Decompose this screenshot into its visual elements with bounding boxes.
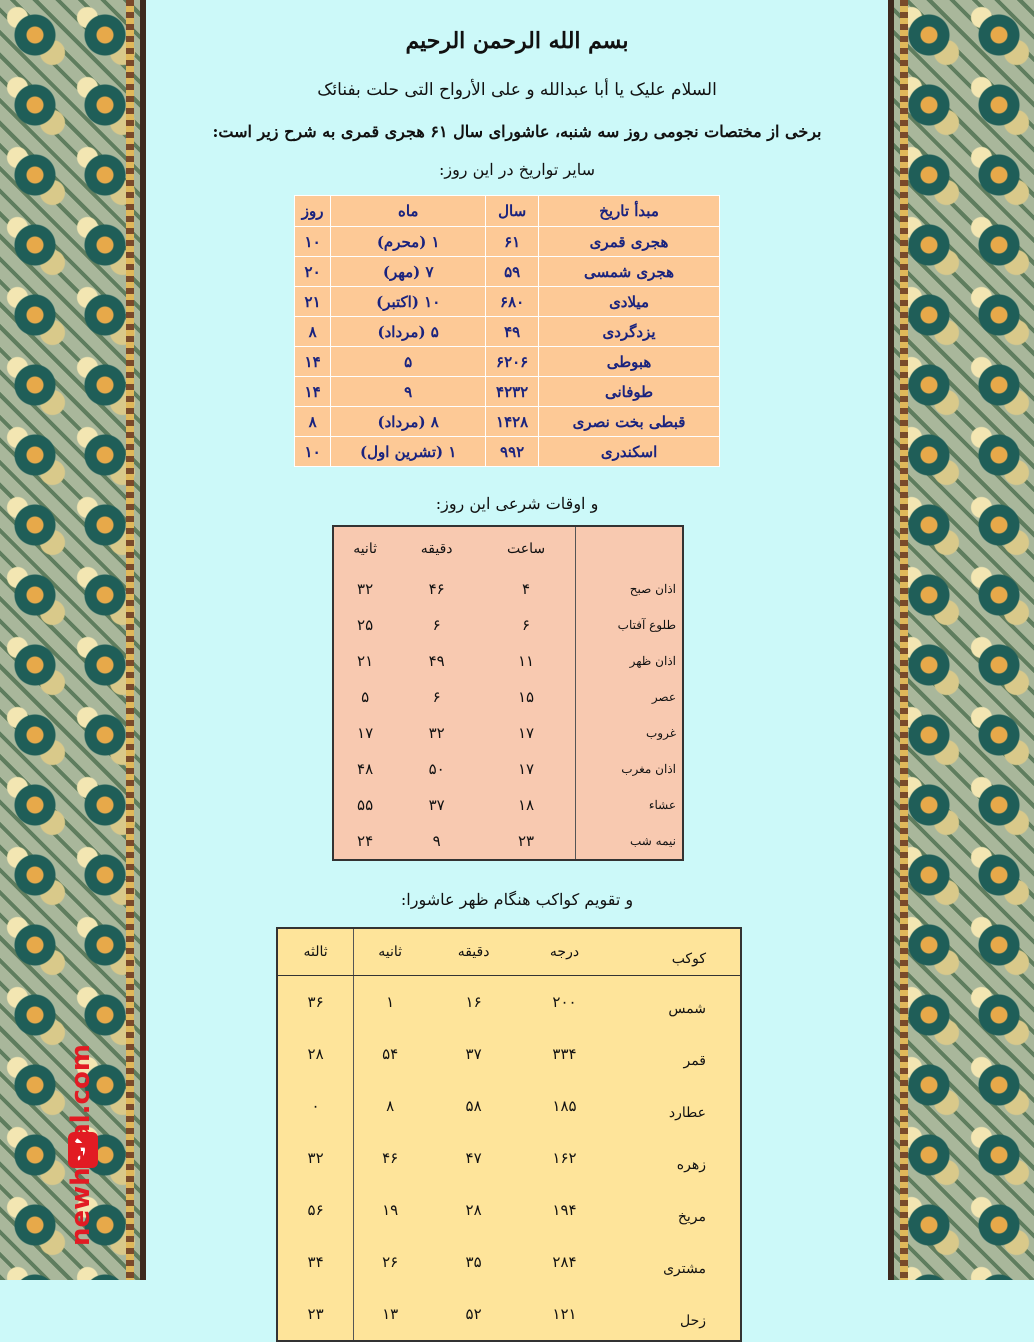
times-caption: و اوقات شرعی این روز: <box>435 494 599 513</box>
table-row <box>277 1080 741 1132</box>
table-row <box>277 1236 741 1288</box>
table-cell: ۸ <box>295 407 331 437</box>
dates-caption: سایر تواریخ در این روز: <box>438 160 596 179</box>
table-cell: ۱۸۵ <box>552 1097 577 1115</box>
column-header: ثانیه <box>353 541 377 557</box>
table-row <box>277 1132 741 1184</box>
table-cell: ۹ <box>331 377 486 407</box>
table-cell: ۵ (مرداد) <box>331 317 486 347</box>
table-row <box>333 643 683 679</box>
prayer-times-table <box>332 525 684 861</box>
table-cell: ۱۴ <box>295 347 331 377</box>
table-cell: ۲۸ <box>465 1201 482 1219</box>
row-label: اذان صبح <box>576 571 684 607</box>
table-cell: ۶۱ <box>486 227 539 257</box>
table-cell: ۴۹ <box>486 317 539 347</box>
row-label: مریخ <box>677 1209 706 1225</box>
row-label: یزدگردی <box>539 317 720 347</box>
table-cell: ۳۵ <box>465 1253 482 1271</box>
table-cell: ۱۷ <box>517 760 535 778</box>
column-header: روز <box>295 196 331 227</box>
table-cell: ۵ <box>361 688 370 706</box>
table-cell: ۹۹۲ <box>486 437 539 467</box>
row-label: قمر <box>683 1053 706 1069</box>
table-cell: ۱۲۱ <box>552 1305 577 1323</box>
table-cell: ۱۴۲۸ <box>486 407 539 437</box>
row-label: اسکندری <box>539 437 720 467</box>
table-row <box>333 751 683 787</box>
table-cell: ۶ <box>522 616 531 634</box>
table-cell: ۵۹ <box>486 257 539 287</box>
salutation-text: السلام علیک یا أبا عبدالله و علی الأرواح التی حلت بفنائک <box>317 80 717 100</box>
row-label: هجری شمسی <box>539 257 720 287</box>
table-cell: ۱۳ <box>354 1288 427 1341</box>
table-cell: ۸ <box>295 317 331 347</box>
row-label: عصر <box>576 679 684 715</box>
table-cell: ۶ <box>432 616 441 634</box>
planets-caption: و تقویم کواکب هنگام ظهر عاشورا: <box>400 890 634 909</box>
table-cell: ۱۰ <box>295 437 331 467</box>
table-cell: ۲۰۰ <box>552 993 577 1011</box>
column-header: سال <box>486 196 539 227</box>
column-header: کوکب <box>608 928 741 976</box>
table-row <box>295 347 720 377</box>
table-cell: ۱۵ <box>517 688 535 706</box>
table-cell: ۳۳۴ <box>552 1045 577 1063</box>
table-cell: ۴۶ <box>428 580 445 598</box>
column-header: دقیقه <box>426 928 521 976</box>
table-cell: ۵۴ <box>354 1028 427 1080</box>
column-header: ساعت <box>507 541 546 557</box>
table-cell: ۲۴ <box>357 832 374 850</box>
table-cell: ۵۲ <box>465 1305 482 1323</box>
row-label: هبوطی <box>539 347 720 377</box>
dates-table <box>294 195 720 467</box>
table-row <box>277 976 741 1029</box>
row-label: عطارد <box>668 1105 706 1121</box>
column-header <box>576 526 684 571</box>
table-cell: ۸ (مرداد) <box>331 407 486 437</box>
header-row <box>295 196 720 227</box>
table-row <box>295 257 720 287</box>
table-cell: ۱۸ <box>517 796 535 814</box>
table-row <box>295 317 720 347</box>
column-header: ثانیه <box>354 928 427 976</box>
table-cell: ۹ <box>432 832 441 850</box>
table-cell: ۴۹ <box>428 652 445 670</box>
table-row <box>333 607 683 643</box>
table-cell: ۳۲ <box>357 580 374 598</box>
table-row <box>333 679 683 715</box>
table-cell: ۱ (محرم) <box>331 227 486 257</box>
table-cell: ۴۸ <box>357 760 374 778</box>
table-cell: ۳۶ <box>307 993 324 1011</box>
table-cell: ۲۳ <box>517 832 535 850</box>
table-row <box>295 377 720 407</box>
table-cell: ۴ <box>522 580 531 598</box>
table-row <box>295 287 720 317</box>
table-cell: ۷ (مهر) <box>331 257 486 287</box>
table-cell: ۳۷ <box>465 1045 482 1063</box>
table-cell: ۴۶ <box>354 1132 427 1184</box>
table-cell: ۵ <box>331 347 486 377</box>
page-title: بسم الله الرحمن الرحیم <box>405 28 629 54</box>
row-label: غروب <box>576 715 684 751</box>
table-row <box>333 715 683 751</box>
table-cell: ۱۴ <box>295 377 331 407</box>
table-row <box>295 407 720 437</box>
intro-text: برخی از مختصات نجومی روز سه شنبه، عاشورای سال ۶۱ هجری قمری به شرح زیر است: <box>212 122 822 141</box>
table-cell: ۳۴ <box>307 1253 324 1271</box>
table-cell: ۱۰ <box>295 227 331 257</box>
row-label: زحل <box>679 1313 706 1329</box>
row-label: زهره <box>676 1157 706 1173</box>
table-cell: ۵۸ <box>465 1097 482 1115</box>
ornamental-border-right <box>888 0 1034 1280</box>
table-cell: ۲۸ <box>307 1045 324 1063</box>
row-label: شمس <box>668 1001 706 1017</box>
table-cell: ۲۸۴ <box>552 1253 577 1271</box>
table-cell: ۳۲ <box>428 724 445 742</box>
site-watermark <box>66 1044 102 1248</box>
header-row <box>277 928 741 976</box>
table-cell: ۵۶ <box>307 1201 324 1219</box>
table-cell: ۶۲۰۶ <box>486 347 539 377</box>
row-label: طلوع آفتاب <box>576 607 684 643</box>
table-cell: ۲۶ <box>354 1236 427 1288</box>
table-cell: ۱۶۲ <box>552 1149 577 1167</box>
table-cell: ۵۰ <box>428 760 445 778</box>
row-label: طوفانی <box>539 377 720 407</box>
row-label: اذان ظهر <box>576 643 684 679</box>
table-row <box>277 1028 741 1080</box>
column-header: ماه <box>331 196 486 227</box>
table-cell: ۱۶ <box>465 993 482 1011</box>
table-row <box>295 227 720 257</box>
table-cell: ۸ <box>354 1080 427 1132</box>
table-cell: ۱۹۴ <box>552 1201 577 1219</box>
row-label: مشتری <box>663 1261 706 1277</box>
row-label: عشاء <box>576 787 684 823</box>
table-cell: ۱ <box>354 976 427 1029</box>
table-cell: ۱۰ (اکتبر) <box>331 287 486 317</box>
table-cell: ۲۱ <box>357 652 374 670</box>
table-cell: ۲۱ <box>295 287 331 317</box>
table-cell: ۱۷ <box>357 724 374 742</box>
table-row <box>277 1184 741 1236</box>
row-label: هجری قمری <box>539 227 720 257</box>
column-header: درجه <box>521 928 608 976</box>
table-cell: ۴۷ <box>465 1149 482 1167</box>
table-cell: ۳۲ <box>307 1149 324 1167</box>
table-cell: ۶ <box>432 688 441 706</box>
row-label: نیمه شب <box>576 823 684 860</box>
table-cell: ۲۵ <box>357 616 374 634</box>
row-label: قبطی بخت نصری <box>539 407 720 437</box>
table-cell: ۱۷ <box>517 724 535 742</box>
header-row <box>333 526 683 571</box>
table-row <box>333 823 683 860</box>
table-row <box>333 571 683 607</box>
table-cell: ۶۸۰ <box>486 287 539 317</box>
column-header: مبدأ تاریخ <box>539 196 720 227</box>
table-cell: ۱۱ <box>517 652 535 670</box>
table-cell: ۲۳ <box>307 1305 324 1323</box>
table-row <box>333 787 683 823</box>
table-cell: ۱۹ <box>354 1184 427 1236</box>
page-content <box>146 0 888 1329</box>
table-cell: ۱ (تشرین اول) <box>331 437 486 467</box>
table-cell: ۲۰ <box>295 257 331 287</box>
table-cell: ۰ <box>311 1097 320 1115</box>
table-cell: ۴۲۳۲ <box>486 377 539 407</box>
table-row <box>295 437 720 467</box>
column-header: دقیقه <box>420 541 453 557</box>
table-cell: ۳۷ <box>428 796 445 814</box>
table-cell: ۵۵ <box>357 796 374 814</box>
column-header: ثالثه <box>277 928 354 976</box>
row-label: اذان مغرب <box>576 751 684 787</box>
row-label: میلادی <box>539 287 720 317</box>
site-url: newhelal.com <box>66 1044 96 1246</box>
table-row <box>277 1288 741 1341</box>
